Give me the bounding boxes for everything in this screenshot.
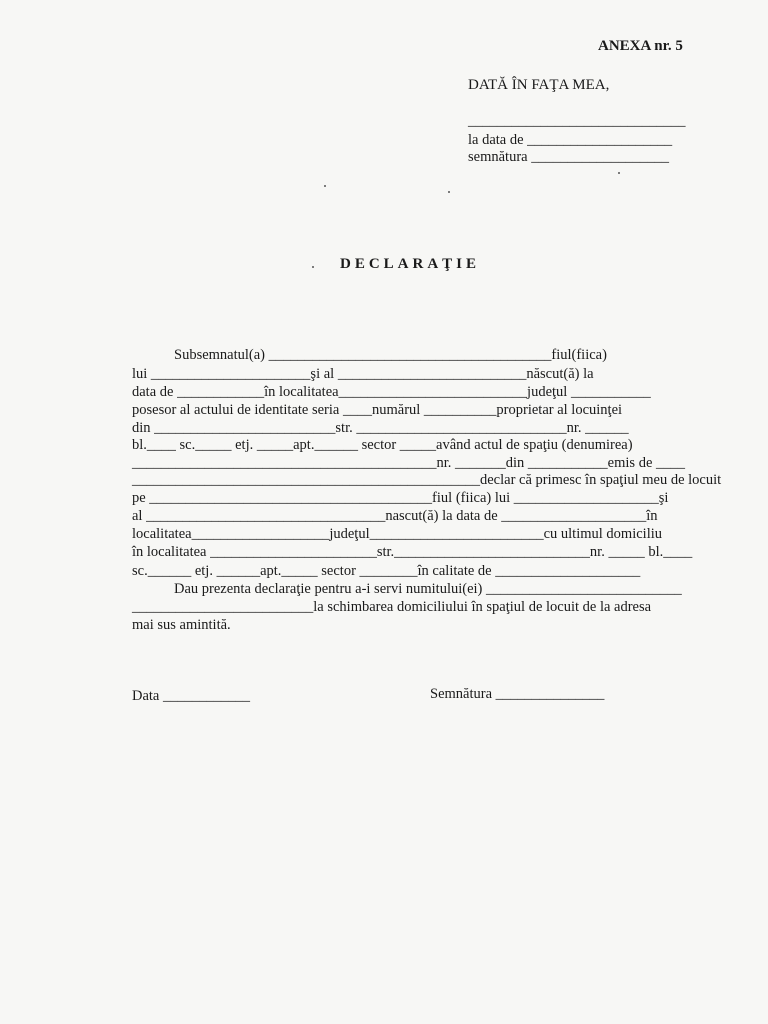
body-line: lui ______________________şi al __________________________născut(ă) la <box>132 366 594 382</box>
body-line: data de ____________în localitatea__________________________judeţul ___________ <box>132 384 651 400</box>
body-line: al _________________________________nascut(ă) la data de ____________________în <box>132 508 658 524</box>
footer-signature: Semnătura _______________ <box>430 686 605 702</box>
scan-speck <box>324 185 326 187</box>
attestation-signature-line: semnătura ___________________ <box>468 149 669 165</box>
body-line: în localitatea _______________________str.___________________________nr. _____ bl.____ <box>132 544 693 560</box>
body-line: Subsemnatul(a) _______________________________________fiul(fiica) <box>174 347 607 363</box>
scan-speck <box>448 191 450 193</box>
footer-date: Data ____________ <box>132 688 250 704</box>
body-line: __________________________________________nr. _______din ___________emis de ____ <box>132 455 686 471</box>
attestation-blank-line: ______________________________ <box>468 113 686 129</box>
annex-number: ANEXA nr. 5 <box>598 38 683 54</box>
body-line: pe _______________________________________fiul (fiica) lui ____________________şi <box>132 490 669 506</box>
body-line: _________________________la schimbarea domiciliului în spaţiul de locuit de la adresa <box>132 599 652 615</box>
document-title: DECLARAŢIE <box>340 256 481 272</box>
body-line: din _________________________str. _____________________________nr. ______ <box>132 420 629 436</box>
body-line: localitatea___________________judeţul________________________cu ultimul domiciliu <box>132 526 663 542</box>
body-line: sc.______ etj. ______apt._____ sector ________în calitate de ____________________ <box>132 563 641 579</box>
body-line: posesor al actului de identitate seria ____numărul __________proprietar al locuinţei <box>132 402 623 418</box>
scan-speck <box>312 266 314 268</box>
body-line: bl.____ sc._____ etj. _____apt.______ sector _____având actul de spaţiu (denumirea) <box>132 437 633 453</box>
body-line: mai sus amintită. <box>132 617 231 633</box>
attestation-date-line: la data de ____________________ <box>468 132 673 148</box>
body-line: Dau prezenta declaraţie pentru a-i servi numitului(ei) ___________________________ <box>174 581 682 597</box>
scan-speck <box>618 172 620 174</box>
body-line: ________________________________________________declar că primesc în spaţiul meu de locuit <box>132 472 722 488</box>
attestation-heading: DATĂ ÎN FAŢA MEA, <box>468 77 610 93</box>
